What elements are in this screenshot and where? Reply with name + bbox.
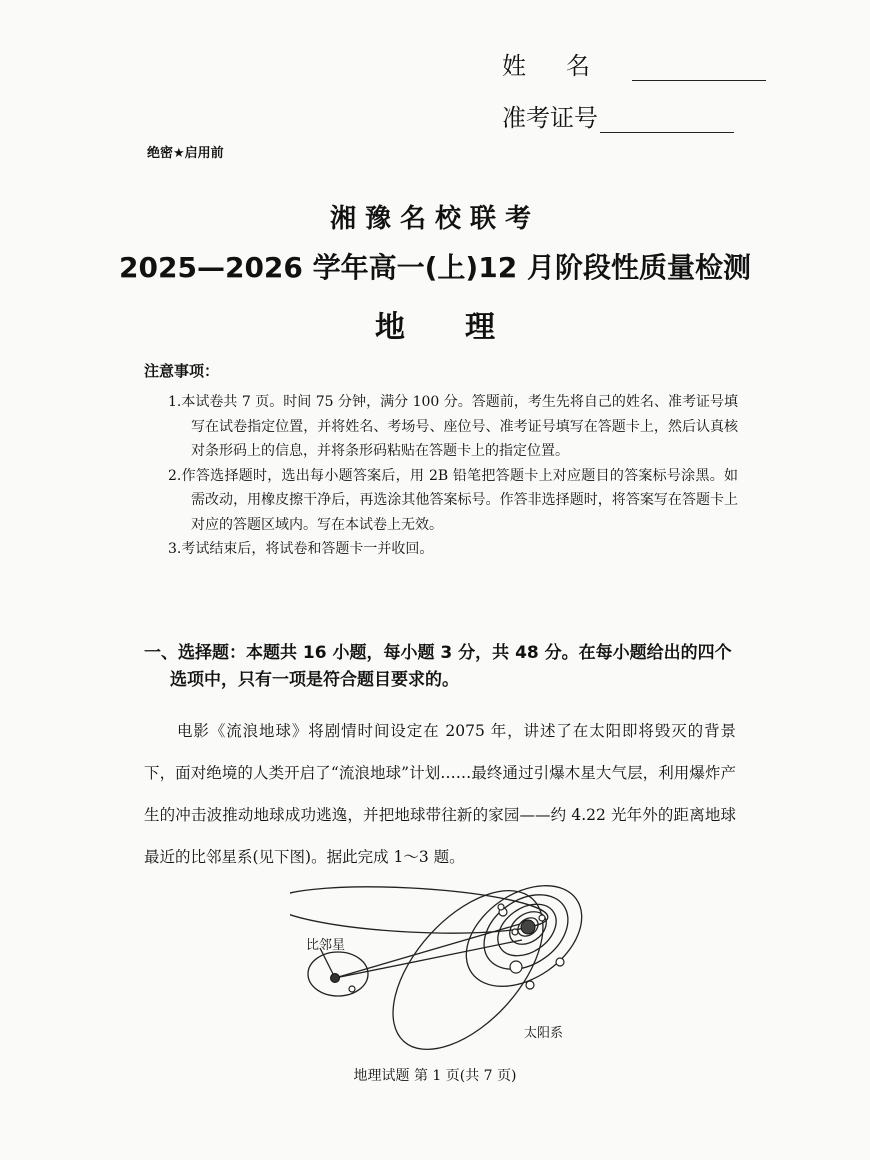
star-system-figure xyxy=(290,882,600,1052)
exam-title-line1: 湘豫名校联考 xyxy=(329,204,540,234)
notice-item-1: 1.本试卷共 7 页。时间 75 分钟，满分 100 分。答题前，考生先将自己的姓名、准考证号填写在试卷指定位置，并将姓名、考场号、座位号、准考证号填写在答题卡上，然后认真核对条形码上的信息，并将条形码粘贴在答题卡上的指定位置。 xyxy=(168,394,738,459)
secret-mark: 绝密★启用前 xyxy=(147,146,224,161)
notice-list xyxy=(168,390,738,562)
section1-heading: 一、选择题：本题共 16 小题，每小题 3 分，共 48 分。在每小题给出的四个选项中，只有一项是符合题目要求的。 xyxy=(144,643,732,690)
notice-item-2: 2.作答选择题时，选出每小题答案后，用 2B 铅笔把答题卡上对应题目的答案标号涂黑。如需改动，用橡皮擦干净后，再选涂其他答案标号。作答非选择题时，将答案写在答题卡上对应的答题区域内。写在本试卷上无效。 xyxy=(168,467,738,533)
ticket-field xyxy=(502,98,734,133)
name-field xyxy=(502,46,766,81)
proxima-star xyxy=(331,974,340,983)
ticket-blank xyxy=(600,106,734,133)
name-blank xyxy=(632,54,766,81)
passage: 电影《流浪地球》将剧情时间设定在 2075 年，讲述了在太阳即将毁灭的背景下，面对绝境的人类开启了“流浪地球”计划……最终通过引爆木星大气层，利用爆炸产生的冲击波推动地球成功逃逸，并把地球带往新的家园——约 4.22 光年外的距离地球最近的比邻星系(见下图)。据此完成 1～3 题。 xyxy=(144,722,736,866)
link-line-top xyxy=(335,924,520,978)
exam-subject: 地理 xyxy=(375,310,555,345)
sun xyxy=(521,920,535,934)
ticket-label: 准考证号 xyxy=(502,104,598,132)
notice-item-3: 3.考试结束后，将试卷和答题卡一并收回。 xyxy=(168,541,434,557)
notice-heading: 注意事项： xyxy=(144,362,220,380)
name-label: 姓名 xyxy=(502,52,630,80)
label-solar-system: 太阳系 xyxy=(524,1026,564,1041)
link-line-bottom xyxy=(335,940,522,978)
page-footer: 地理试题 第 1 页(共 7 页) xyxy=(353,1068,517,1084)
label-proxima: 比邻星 xyxy=(306,938,346,953)
exam-title-line2: 2025—2026 学年高一(上)12 月阶段性质量检测 xyxy=(119,251,751,284)
